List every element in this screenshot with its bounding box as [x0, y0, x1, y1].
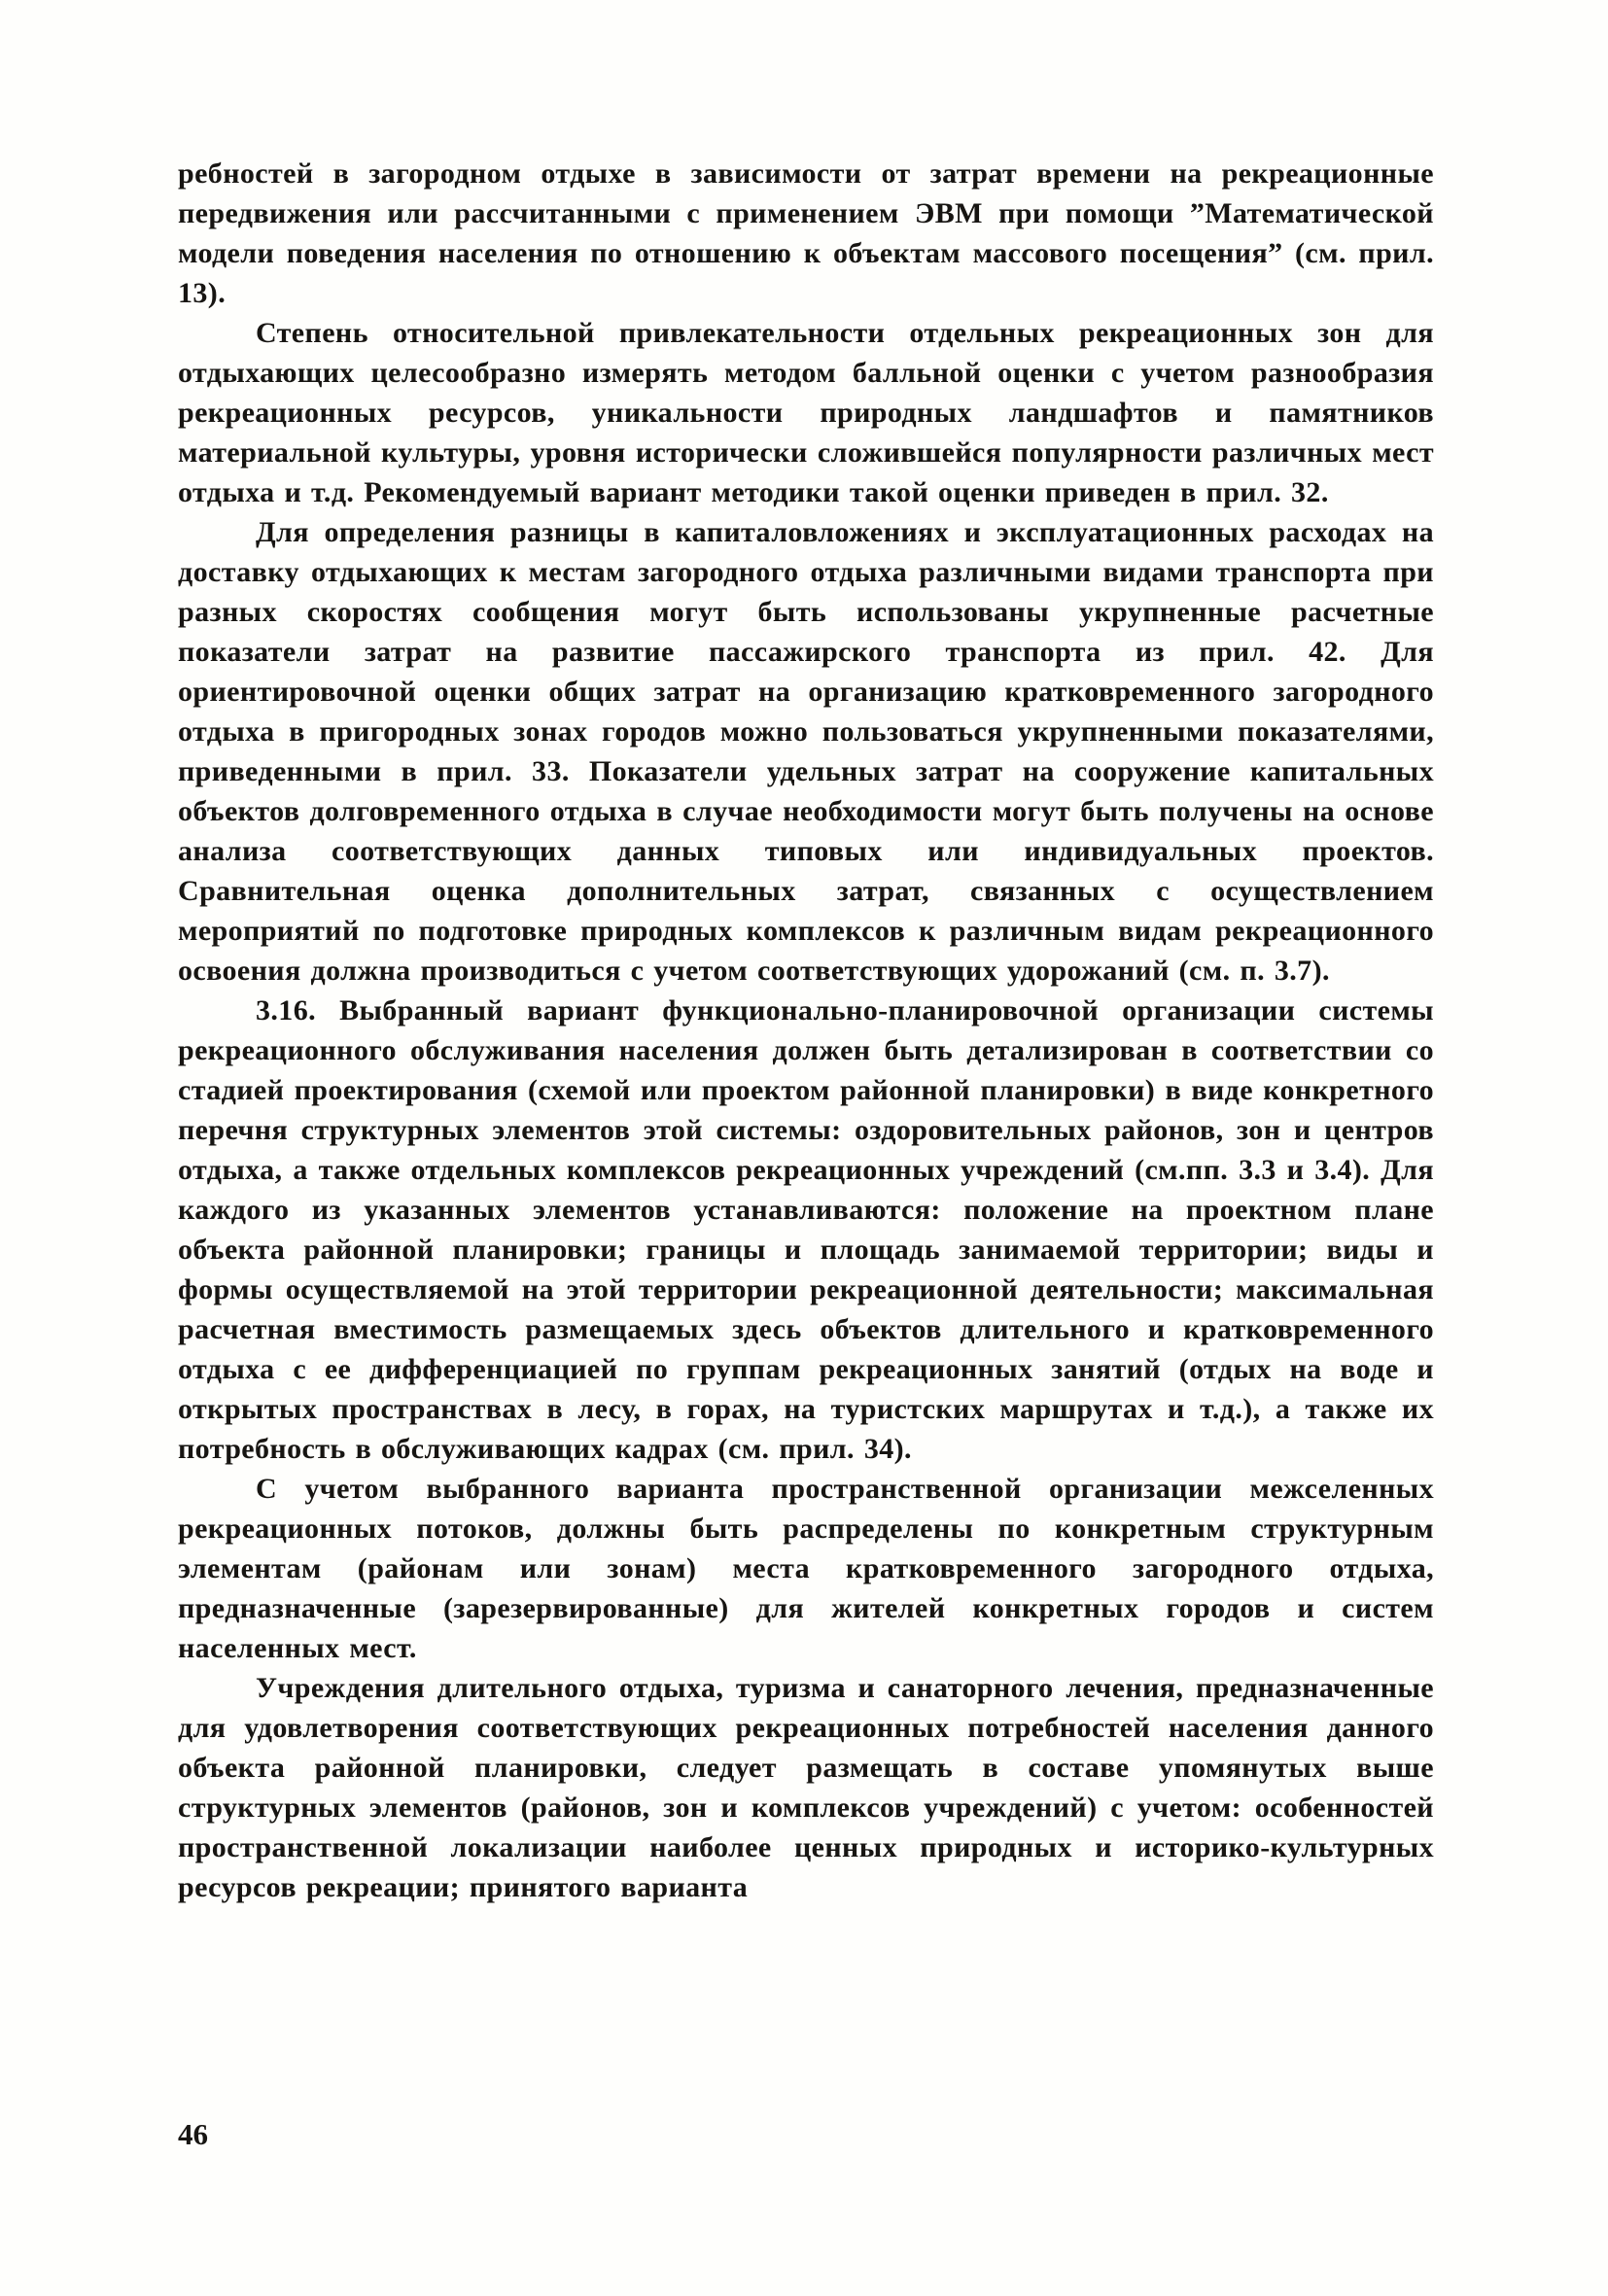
paragraph: Для определения разницы в капиталовложениях и эксплуатационных расходах на доставку отдыхающих к местам загородного отдыха различными видами транспорта при разных скоростях сообщения могут быть использованы укрупненные расчетные показатели затрат на развитие пассажирского транспорта из прил. 42. Для ориентировочной оценки общих затрат на организацию кратковременного загородного отдыха в пригородных зонах городов можно пользоваться укрупненными показателями, приведенными в прил. 33. Показатели удельных затрат на сооружение капитальных объектов долговременного отдыха в случае необходимости могут быть получены на основе анализа соответствующих данных типовых или индивидуальных проектов. Сравнительная оценка дополнительных затрат, связанных с осуществлением мероприятий по подготовке природных комплексов к различным видам рекреационного освоения должна производиться с учетом соответствующих удорожаний (см. п. 3.7). [178, 516, 1434, 987]
paragraph: Степень относительной привлекательности отдельных рекреационных зон для отдыхающих целесообразно измерять методом балльной оценки с учетом разнообразия рекреационных ресурсов, уникальности природных ландшафтов и памятников материальной культуры, уровня исторически сложившейся популярности различных мест отдыха и т.д. Рекомендуемый вариант методики такой оценки приведен в прил. 32. [178, 317, 1434, 508]
paragraph-3-16: 3.16. Выбранный вариант функционально-планировочной организации системы рекреационного обслуживания населения должен быть детализирован в соответствии со стадией проектирования (схемой или проектом районной планировки) в виде конкретного перечня структурных элементов этой системы: оздоровительных районов, зон и центров отдыха, а также отдельных комплексов рекреационных учреждений (см.пп. 3.3 и 3.4). Для каждого из указанных элементов устанавливаются: положение на проектном плане объекта районной планировки; границы и площадь занимаемой территории; виды и формы осуществляемой на этой территории рекреационной деятельности; максимальная расчетная вместимость размещаемых здесь объектов длительного и кратковременного отдыха с ее дифференциацией по группам рекреационных занятий (отдых на воде и открытых пространствах в лесу, в горах, на туристских маршрутах и т.д.), а также их потребность в обслуживающих кадрах (см. прил. 34). [178, 994, 1434, 1465]
page-number: 46 [178, 2117, 208, 2151]
text-block [178, 154, 1434, 1907]
paragraph: Учреждения длительного отдыха, туризма и санаторного лечения, предназначенные для удовлетворения соответствующих рекреационных потребностей населения данного объекта районной планировки, следует размещать в составе упомянутых выше структурных элементов (районов, зон и комплексов учреждений) с учетом: особенностей пространственной локализации наиболее ценных природных и историко-культурных ресурсов рекреации; принятого варианта [178, 1672, 1434, 1903]
paragraph-continuation: ребностей в загородном отдыхе в зависимости от затрат времени на рекреационные передвижения или рассчитанными с применением ЭВМ при помощи ”Математической модели поведения населения по отношению к объектам массового посещения” (см. прил. 13). [178, 157, 1434, 309]
paragraph: С учетом выбранного варианта пространственной организации межселенных рекреационных потоков, должны быть распределены по конкретным структурным элементам (районам или зонам) места кратковременного загородного отдыха, предназначенные (зарезервированные) для жителей конкретных городов и систем населенных мест. [178, 1473, 1434, 1664]
